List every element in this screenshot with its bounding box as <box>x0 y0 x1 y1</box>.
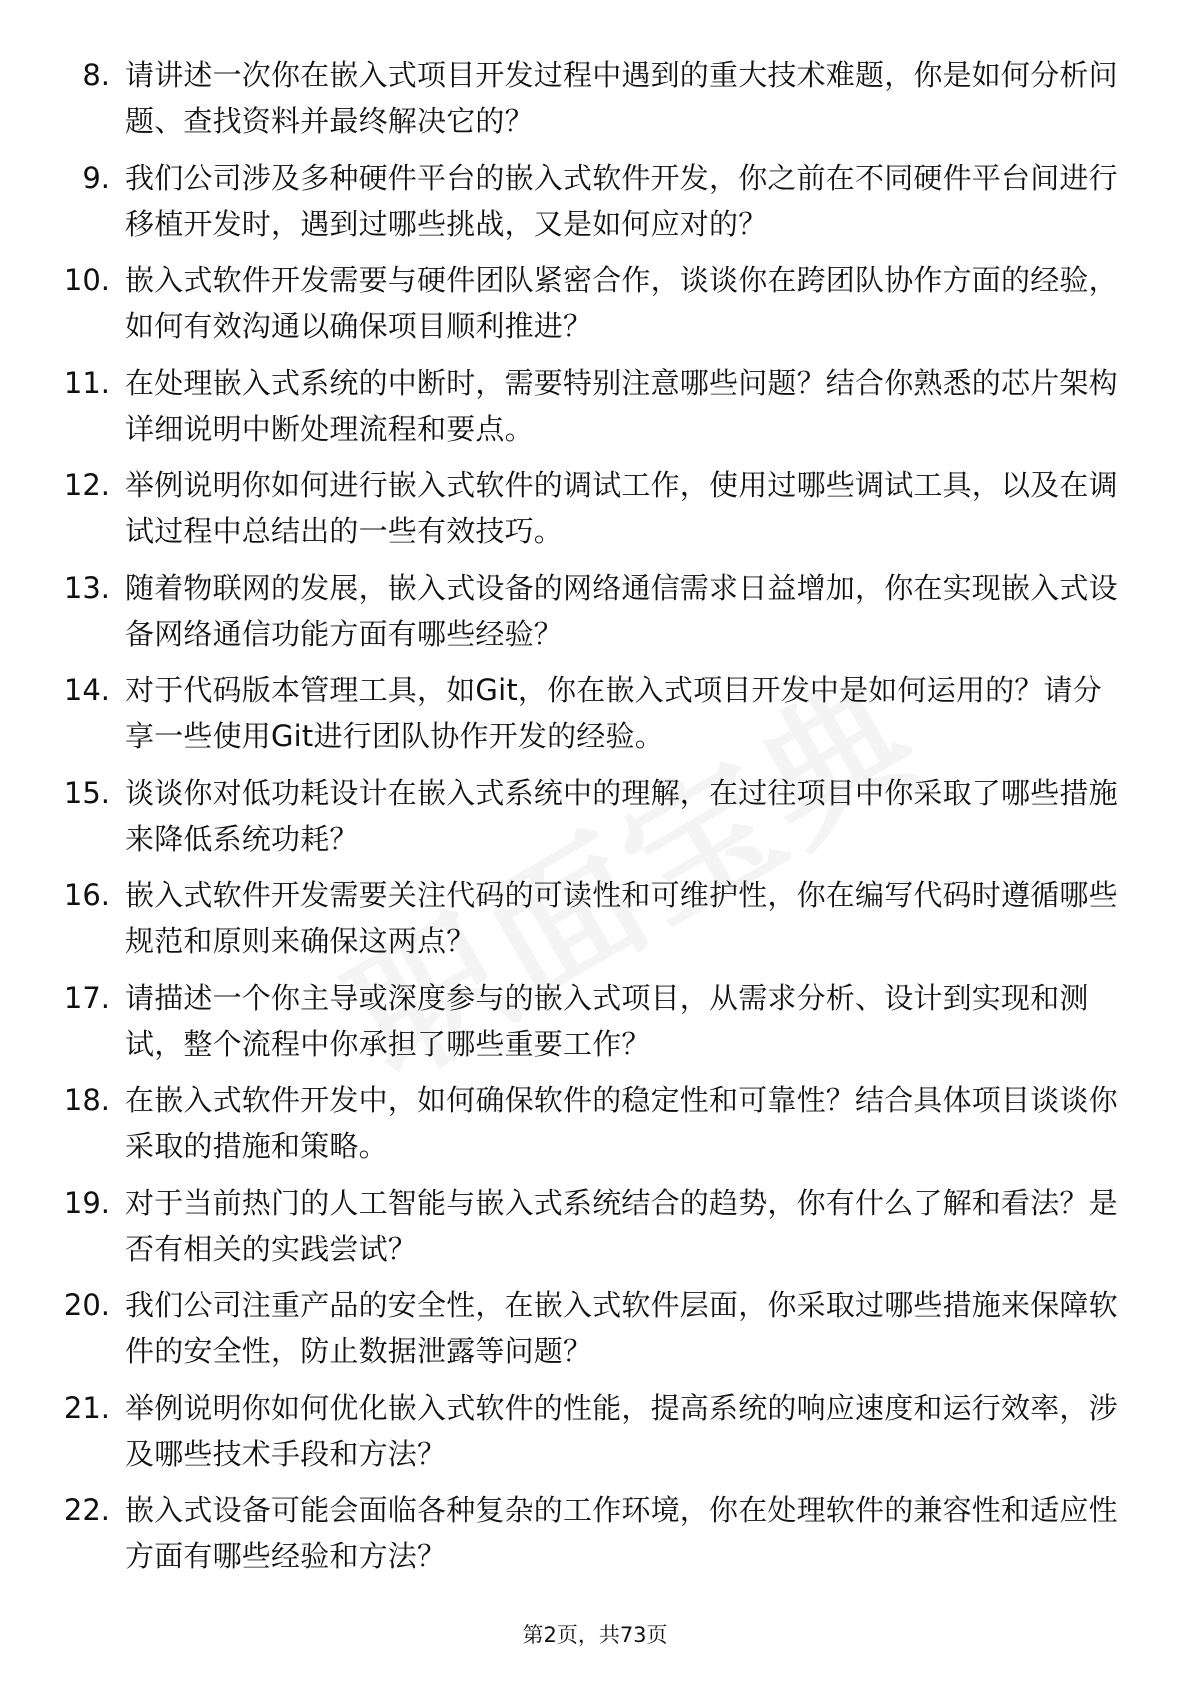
question-item <box>58 1487 1118 1590</box>
question-number: 15. <box>63 775 110 810</box>
question-item <box>58 155 1118 258</box>
question-number: 12. <box>63 468 110 502</box>
question-item <box>58 462 1118 565</box>
question-text: 请讲述一次你在嵌入式项目开发过程中遇到的重大技术难题，你是如何分析问题、查找资料并最终解决它的？ <box>125 58 1118 138</box>
question-number: 17. <box>63 980 110 1015</box>
question-number: 18. <box>63 1083 110 1117</box>
question-text: 嵌入式软件开发需要与硬件团队紧密合作，谈谈你在跨团队协作方面的经验，如何有效沟通以确保项目顺利推进？ <box>125 263 1118 343</box>
question-number: 11. <box>63 365 110 400</box>
question-text: 在嵌入式软件开发中，如何确保软件的稳定性和可靠性？结合具体项目谈谈你采取的措施和策略。 <box>125 1083 1118 1163</box>
question-text: 对于代码版本管理工具，如Git，你在嵌入式项目开发中是如何运用的？请分享一些使用Git进行团队协作开发的经验。 <box>125 673 1102 753</box>
question-number: 10. <box>63 263 110 297</box>
question-number: 22. <box>63 1493 110 1527</box>
question-number: 16. <box>63 878 110 912</box>
question-text: 谈谈你对低功耗设计在嵌入式系统中的理解，在过往项目中你采取了哪些措施来降低系统功耗？ <box>125 775 1118 856</box>
question-number: 9. <box>82 160 110 195</box>
question-text: 举例说明你如何进行嵌入式软件的调试工作，使用过哪些调试工具，以及在调试过程中总结出的一些有效技巧。 <box>125 468 1118 548</box>
question-number: 21. <box>63 1390 110 1425</box>
question-number: 14. <box>63 673 110 707</box>
question-number: 20. <box>63 1288 110 1322</box>
question-item <box>58 667 1118 770</box>
question-item <box>58 872 1118 975</box>
question-item <box>58 1180 1118 1283</box>
question-item <box>58 360 1118 463</box>
question-text: 我们公司注重产品的安全性，在嵌入式软件层面，你采取过哪些措施来保障软件的安全性，防止数据泄露等问题？ <box>125 1288 1118 1368</box>
question-item <box>58 1282 1118 1385</box>
question-item <box>58 257 1118 360</box>
question-item <box>58 1077 1118 1180</box>
page-number-label: 第2页，共73页 <box>522 1623 668 1647</box>
question-number: 8. <box>82 58 110 92</box>
question-item <box>58 975 1118 1078</box>
question-text: 请描述一个你主导或深度参与的嵌入式项目，从需求分析、设计到实现和测试，整个流程中你承担了哪些重要工作？ <box>125 980 1089 1061</box>
question-text: 我们公司涉及多种硬件平台的嵌入式软件开发，你之前在不同硬件平台间进行移植开发时，遇到过哪些挑战，又是如何应对的？ <box>125 160 1118 241</box>
question-text: 对于当前热门的人工智能与嵌入式系统结合的趋势，你有什么了解和看法？是否有相关的实践尝试？ <box>125 1185 1118 1266</box>
question-list <box>58 52 1118 1590</box>
question-number: 19. <box>63 1185 110 1220</box>
question-text: 嵌入式设备可能会面临各种复杂的工作环境，你在处理软件的兼容性和适应性方面有哪些经验和方法？ <box>125 1493 1118 1573</box>
question-item <box>58 565 1118 668</box>
question-number: 13. <box>63 570 110 605</box>
question-item <box>58 1385 1118 1488</box>
question-text: 举例说明你如何优化嵌入式软件的性能，提高系统的响应速度和运行效率，涉及哪些技术手段和方法？ <box>125 1390 1118 1471</box>
question-item <box>58 770 1118 873</box>
question-item <box>58 52 1118 155</box>
question-text: 在处理嵌入式系统的中断时，需要特别注意哪些问题？结合你熟悉的芯片架构详细说明中断处理流程和要点。 <box>125 365 1118 446</box>
page-footer <box>0 1620 1190 1650</box>
question-text: 随着物联网的发展，嵌入式设备的网络通信需求日益增加，你在实现嵌入式设备网络通信功能方面有哪些经验？ <box>125 570 1118 651</box>
question-text: 嵌入式软件开发需要关注代码的可读性和可维护性，你在编写代码时遵循哪些规范和原则来确保这两点？ <box>125 878 1118 958</box>
